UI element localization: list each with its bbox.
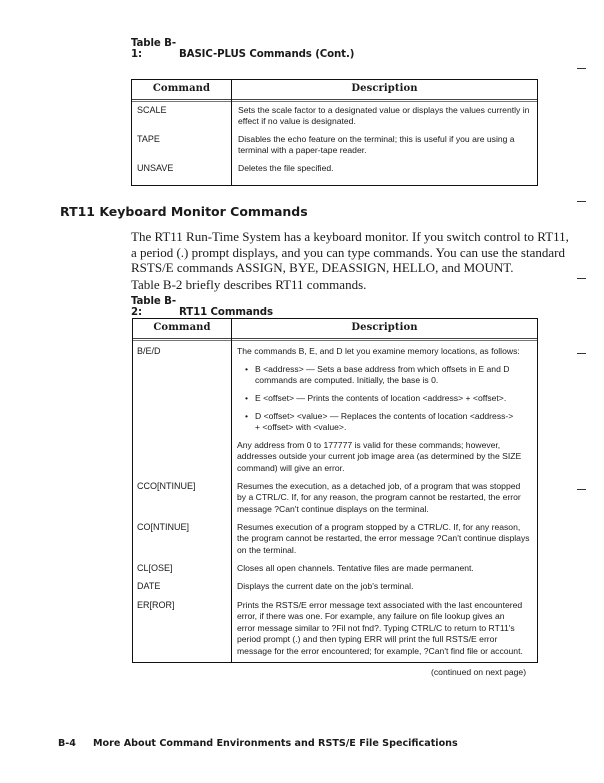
paragraph-line: a period (.) prompt displays, and you can type commands. You can use the standard: [131, 244, 565, 260]
column-divider: [231, 80, 232, 185]
command-tape: TAPE: [137, 134, 160, 144]
description-co: [237, 522, 530, 556]
margin-mark: [577, 353, 586, 354]
header-command: Command: [152, 83, 211, 94]
column-divider: [231, 319, 232, 662]
table-b1-title: BASIC-PLUS Commands (Cont.): [179, 49, 355, 60]
description-bed-outro: [237, 440, 521, 474]
table-b2-title: RT11 Commands: [179, 307, 273, 318]
command-close: CL[OSE]: [137, 563, 173, 573]
desc-line: Resumes execution of a program stopped by a CTRL/C. If, for any reason,: [237, 522, 521, 532]
margin-mark: [577, 68, 586, 69]
margin-mark: [577, 489, 586, 490]
desc-line: Sets the scale factor to a designated value or displays the values currently in: [238, 105, 530, 115]
desc-line: on the terminal.: [237, 544, 297, 555]
desc-line: message for the error encountered; for example, ?Can't find file or account.: [237, 645, 523, 656]
table-b1-number: Table B-1:: [131, 38, 176, 60]
desc-line: the program cannot be restarted, the error message ?Can't continue displays: [237, 533, 530, 544]
bullet-d: [245, 411, 514, 434]
desc-line: addresses outside your current job image area (as determined by the SIZE: [237, 451, 522, 462]
header-command: Command: [153, 322, 211, 333]
desc-line: message ?Can't continue displays on the terminal.: [237, 503, 429, 514]
table-b2: [132, 318, 538, 663]
bullet-icon: •: [245, 364, 249, 374]
command-co: CO[NTINUE]: [137, 522, 190, 532]
header-description: Description: [351, 83, 418, 94]
bullet-line: D <offset> <value> — Replaces the contents of location <address->: [255, 411, 514, 421]
command-bed: B/E/D: [137, 346, 161, 356]
footer-title: More About Command Environments and RSTS/E File Specifications: [93, 738, 458, 749]
description-close: [237, 563, 474, 574]
description-unsave: [238, 163, 334, 174]
bullet-b: [245, 364, 510, 387]
description-date: [237, 581, 413, 592]
margin-mark: [577, 201, 586, 202]
command-cco: CCO[NTINUE]: [137, 481, 196, 491]
desc-line: Deletes the file specified.: [238, 163, 334, 173]
desc-line: error message similar to ?Fil not fnd?. Typing CTRL/C to return to RT11's: [237, 622, 515, 633]
paragraph-line: RSTS/E commands ASSIGN, BYE, DEASSIGN, HELLO, and MOUNT.: [131, 260, 514, 275]
table-b2-number: Table B-2:: [131, 296, 176, 318]
desc-line: Disables the echo feature on the terminal; this is useful if you are using a: [238, 134, 515, 144]
section-title: RT11 Keyboard Monitor Commands: [60, 204, 308, 219]
continued-note: (continued on next page): [431, 667, 527, 677]
bullet-icon: •: [245, 411, 249, 421]
description-error: [237, 600, 523, 657]
desc-line: Displays the current date on the job's terminal.: [237, 581, 414, 591]
table-header-rule-2: [133, 340, 537, 341]
desc-line: terminal with a paper-tape reader.: [238, 145, 367, 156]
description-bed-intro: The commands B, E, and D let you examine memory locations, as follows:: [237, 346, 520, 356]
desc-line: Prints the RSTS/E error message text associated with the last encountered: [237, 600, 523, 610]
footer: [58, 738, 458, 749]
margin-mark: [577, 278, 586, 279]
desc-line: effect if no value is designated.: [238, 116, 356, 127]
desc-line: error, if there was one. For example, any failure on file lookup gives an: [237, 611, 505, 622]
description-scale: [238, 105, 529, 128]
table-b2-caption: [131, 296, 273, 318]
header-description: Description: [351, 322, 418, 333]
command-unsave: UNSAVE: [137, 163, 174, 173]
desc-line: command) will give an error.: [237, 462, 345, 473]
page-number: B-4: [58, 738, 76, 749]
bullet-icon: •: [245, 393, 249, 403]
paragraph-line: The RT11 Run-Time System has a keyboard monitor. If you switch control to RT11,: [131, 229, 569, 244]
command-error: ER[ROR]: [137, 600, 175, 610]
description-cco: [237, 481, 521, 515]
desc-line: Any address from 0 to 177777 is valid for these commands; however,: [237, 440, 501, 450]
table-b1: [131, 79, 538, 186]
bullet-line: E <offset> — Prints the contents of location <address> + <offset>.: [255, 393, 507, 403]
section-paragraph-1: [131, 229, 569, 276]
desc-line: Closes all open channels. Tentative files are made permanent.: [237, 563, 474, 573]
command-scale: SCALE: [137, 105, 167, 115]
desc-line: period prompt (.) and then typing ERR will print the full RSTS/E error: [237, 634, 498, 645]
command-date: DATE: [137, 581, 161, 591]
section-paragraph-2: Table B-2 briefly describes RT11 commands.: [131, 277, 367, 292]
table-header-rule-2: [132, 101, 537, 102]
bullet-line: + <offset> with <value>.: [255, 422, 347, 433]
bullet-e: [245, 393, 507, 404]
desc-line: Resumes the execution, as a detached job, of a program that was stopped: [237, 481, 521, 491]
bullet-line: commands are computed. Initially, the base is 0.: [255, 375, 439, 386]
table-b1-caption: [131, 38, 354, 60]
description-tape: [238, 134, 515, 157]
bullet-line: B <address> — Sets a base address from which offsets in E and D: [255, 364, 510, 374]
desc-line: by a CTRL/C. If, for any reason, the program cannot be restarted, the error: [237, 492, 521, 503]
